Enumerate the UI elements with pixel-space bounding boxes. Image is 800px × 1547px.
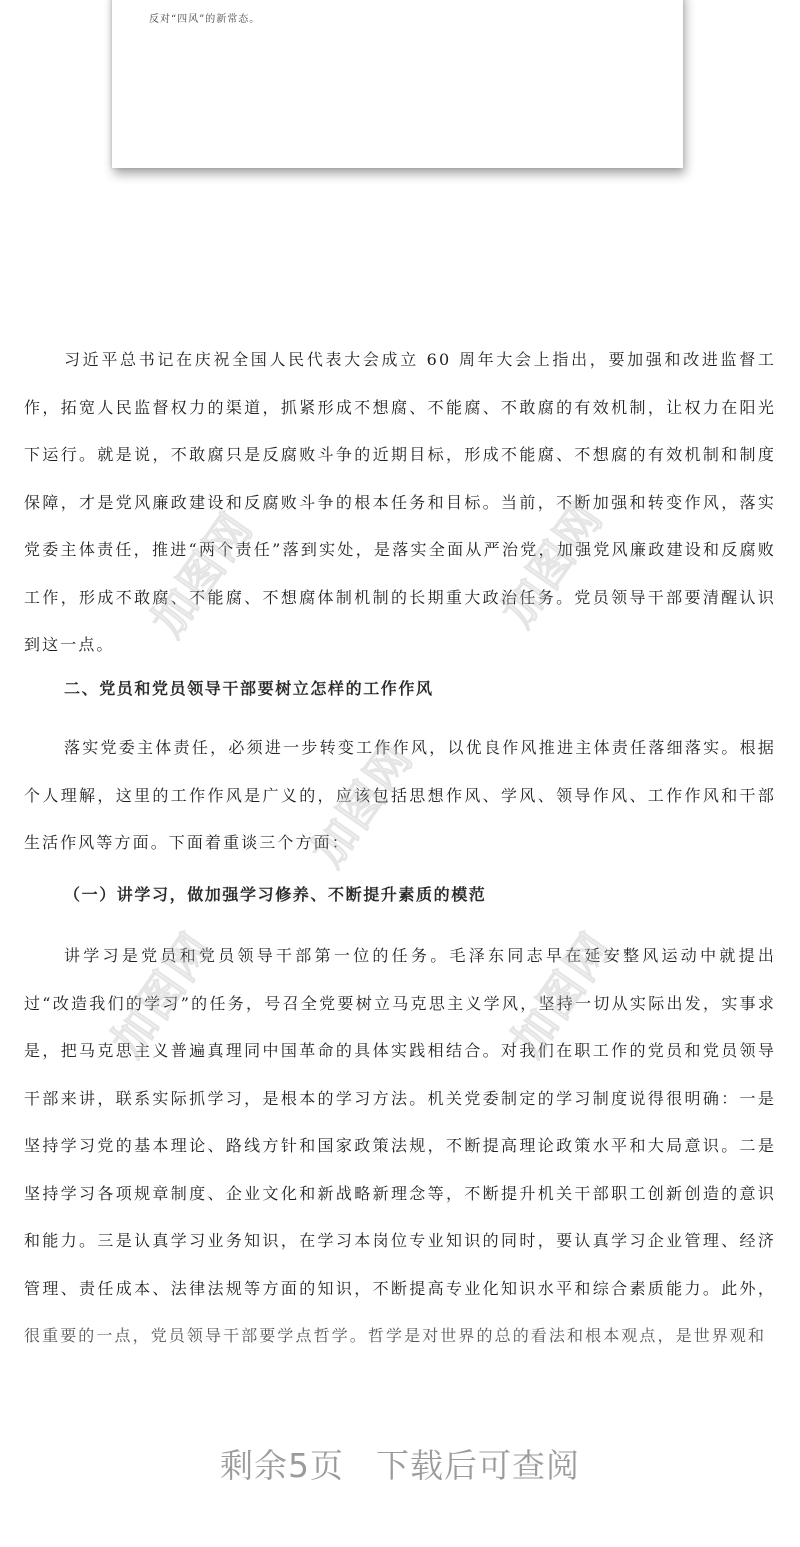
watermark: 加图网 [502, 923, 624, 1066]
text-line: 个人理解，这里的工作作风是广义的，应该包括思想作风、学风、领导作风、工作作风和干部 [24, 785, 776, 805]
body-paragraph [24, 336, 776, 669]
text-line: 讲学习是党员和党员领导干部第一位的任务。毛泽东同志早在延安整风运动中就提出过 [24, 946, 776, 1013]
text-line: 行。就是说，不敢腐只是反腐败斗争的近期目标，形成不能腐、不想腐的有效机制和制度保障， [24, 445, 777, 512]
text-line: 落实党委主体责任，必须进一步转变工作作风，以优良作风推进主体责任落细落实。根据 [64, 738, 776, 757]
text-line: 很重要的一点，党员领导干部要学点哲学。哲学是对世界的总的看法和根本观点，是世界观和 [24, 1326, 767, 1345]
text-line: 习近平总书记在庆祝全国人民代表大会成立 60 周年大会上指出，要加强和改进监督工作， [24, 350, 776, 417]
previous-page-preview [112, 0, 683, 168]
text-line: “改造我们的学习”的任务，号召全党要树立马克思主义学风，坚持一切从实际出发，实事求 [42, 993, 776, 1013]
text-line: 才是党风廉政建设和反腐败斗争的根本任务和目标。当前，不断加强和转变作风，落实党委主 [24, 492, 776, 559]
body-paragraph [24, 932, 776, 1360]
download-hint-label: 下载后可查阅 [376, 1446, 580, 1485]
watermark: 加图网 [302, 733, 424, 876]
text-line: 点。 [78, 635, 115, 654]
text-line: 干部来讲，联系实际抓学习，是根本的学习方法。机关党委制定的学习制度说得很明确：一是 [24, 1088, 776, 1108]
text-line: 生活作风等方面。下面着重谈三个方面： [24, 833, 350, 852]
watermark: 加图网 [102, 923, 224, 1066]
text-line: 体责任，推进“两个责任”落到实处，是落实全面从严治党，加强党风廉政建设和反腐败工作， [24, 540, 776, 607]
watermark: 加图网 [492, 493, 614, 636]
body-paragraph [24, 724, 776, 867]
text-line: 管理、责任成本、法律法规等方面的知识，不断提高专业化知识水平和综合素质能力。此外， [24, 1278, 776, 1298]
remaining-pages-banner[interactable] [0, 1440, 800, 1487]
watermark: 加图网 [142, 503, 264, 646]
text-line: 和能力。三是认真学习业务知识，在学习本岗位专业知识的同时，要认真学习企业管理、经济 [24, 1231, 776, 1250]
preview-last-line: 反对“四风”的新常态。 [149, 14, 261, 25]
section-heading: 二、党员和党员领导干部要树立怎样的工作作风 [64, 678, 434, 698]
text-line: 坚持学习党的基本理论、路线方针和国家政策法规，不断提高理论政策水平和大局意识。二是 [24, 1136, 776, 1155]
remaining-pages-label: 剩余5页 [220, 1446, 344, 1485]
text-line: 形成不敢腐、不能腐、不想腐体制机制的长期重大政治任务。党员领导干部要清醒认识到这一 [24, 587, 776, 654]
text-line: 坚持学习各项规章制度、企业文化和新战略新理念等，不断提升机关干部职工创新创造的意识 [24, 1183, 776, 1203]
document-page [24, 336, 776, 1360]
text-line: 拓宽人民监督权力的渠道，抓紧形成不想腐、不能腐、不敢腐的有效机制，让权力在阳光下运 [24, 397, 777, 464]
text-line: 是，把马克思主义普遍真理同中国革命的具体实践相结合。对我们在职工作的党员和党员领导 [24, 1041, 776, 1060]
subsection-heading: （一）讲学习，做加强学习修养、不断提升素质的模范 [64, 884, 487, 904]
